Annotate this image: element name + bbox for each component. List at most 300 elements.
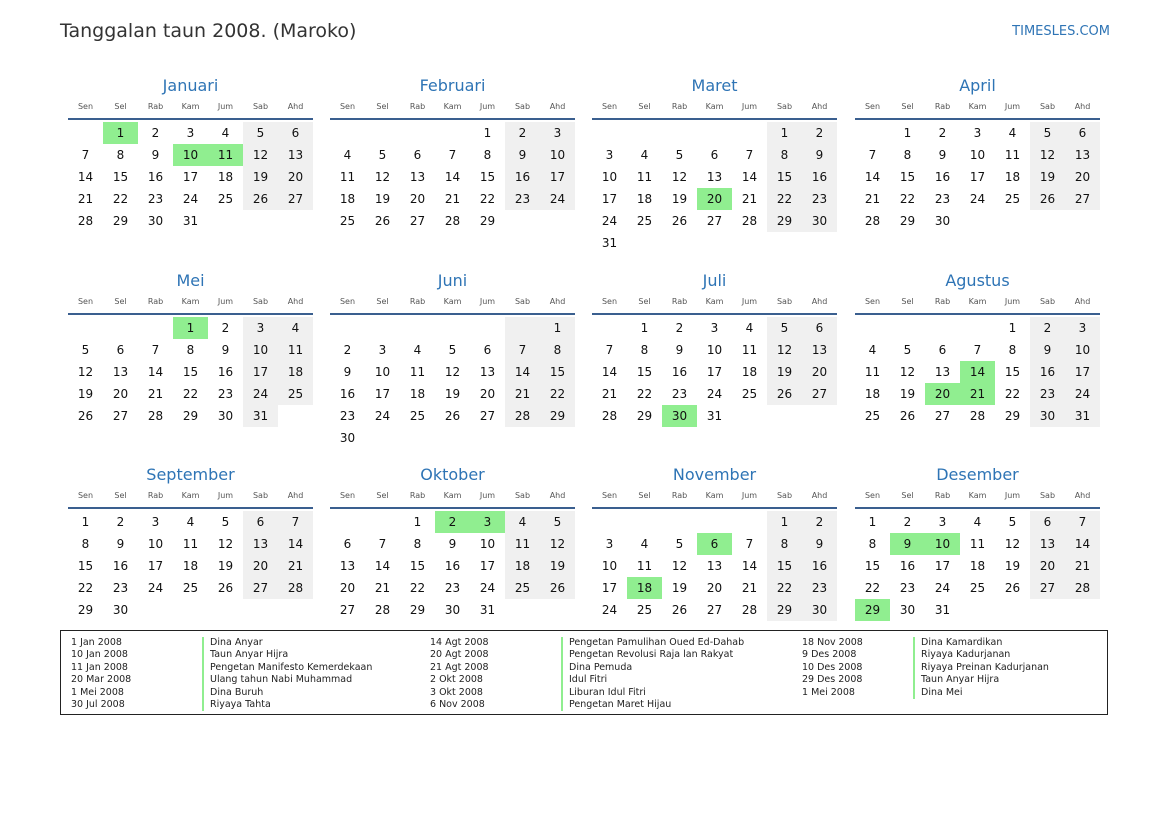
empty-cell — [662, 511, 697, 533]
day-cell: 6 — [278, 122, 313, 144]
day-cell: 17 — [147, 559, 164, 573]
empty-cell — [925, 317, 960, 339]
holiday-day-cell: 20 — [925, 383, 960, 405]
weekday-label: Sel — [901, 297, 914, 306]
weekday-label: Jum — [741, 102, 758, 111]
weekday-label: Sab — [514, 297, 531, 306]
day-cell: 20 — [278, 166, 313, 188]
day-cell: 11 — [864, 365, 881, 379]
day-cell: 9 — [505, 144, 540, 166]
day-cell: 8 — [767, 533, 802, 555]
holiday-name: Liburan Idul Fitri — [561, 687, 646, 699]
day-cell: 14 — [444, 170, 461, 184]
day-cell: 2 — [802, 122, 837, 144]
day-cell: 14 — [77, 170, 94, 184]
weekday-label: Sab — [252, 297, 269, 306]
day-cell: 12 — [1030, 144, 1065, 166]
day-cell: 3 — [605, 148, 614, 162]
day-cell: 23 — [934, 192, 951, 206]
holiday-date: 10 Des 2008 — [802, 661, 863, 673]
holiday-day-cell: 1 — [103, 122, 138, 144]
day-cell: 2 — [938, 126, 947, 140]
weekday-label: Ahd — [811, 297, 828, 306]
day-cell: 3 — [243, 317, 278, 339]
day-cell: 7 — [1065, 511, 1100, 533]
day-cell: 27 — [112, 409, 129, 423]
day-cell: 8 — [903, 148, 912, 162]
day-cell: 22 — [112, 192, 129, 206]
day-cell: 20 — [112, 387, 129, 401]
weekday-label: Jum — [217, 491, 234, 500]
month-name: Maret — [691, 76, 738, 95]
month-name: Desember — [936, 465, 1019, 484]
day-cell: 14 — [278, 533, 313, 555]
weekday-label: Rab — [147, 297, 164, 306]
day-cell: 12 — [1004, 537, 1021, 551]
weekday-label: Kam — [181, 491, 200, 500]
day-cell: 25 — [409, 409, 426, 423]
day-cell: 4 — [640, 537, 649, 551]
day-cell: 25 — [636, 603, 653, 617]
day-cell: 17 — [182, 170, 199, 184]
day-cell: 5 — [1008, 515, 1017, 529]
holiday-name: Riyaya Preinan Kadurjanan — [913, 662, 1049, 674]
day-cell: 13 — [1065, 144, 1100, 166]
day-cell: 27 — [339, 603, 356, 617]
holiday-date: 1 Jan 2008 — [71, 637, 122, 648]
day-cell: 9 — [938, 148, 947, 162]
holiday-date: 21 Agt 2008 — [430, 661, 489, 673]
day-cell: 20 — [243, 555, 278, 577]
day-cell: 30 — [934, 214, 951, 228]
day-cell: 24 — [243, 383, 278, 405]
holiday-name: Dina Kamardikan — [913, 637, 1002, 649]
day-cell: 26 — [899, 409, 916, 423]
month-januari — [68, 72, 313, 232]
day-cell: 2 — [116, 515, 125, 529]
empty-cell — [435, 317, 470, 339]
day-cell: 29 — [767, 599, 802, 621]
day-cell: 18 — [182, 559, 199, 573]
day-cell: 14 — [374, 559, 391, 573]
day-cell: 2 — [675, 321, 684, 335]
day-cell: 9 — [151, 148, 160, 162]
day-cell: 14 — [601, 365, 618, 379]
day-cell: 24 — [540, 188, 575, 210]
holiday-date: 10 Jan 2008 — [71, 649, 128, 661]
day-cell: 20 — [1065, 166, 1100, 188]
day-cell: 12 — [671, 170, 688, 184]
day-cell: 8 — [116, 148, 125, 162]
weekday-label: Sen — [601, 297, 618, 306]
month-maret — [592, 72, 837, 254]
day-cell: 3 — [540, 122, 575, 144]
holiday-day-cell: 11 — [208, 144, 243, 166]
holiday-date: 30 Jul 2008 — [71, 698, 125, 710]
day-cell: 2 — [151, 126, 160, 140]
day-cell: 18 — [864, 387, 881, 401]
month-name: Juni — [437, 271, 468, 290]
weekday-label: Rab — [934, 491, 951, 500]
weekday-label: Ahd — [549, 297, 566, 306]
month-name: Februari — [419, 76, 486, 95]
day-cell: 15 — [77, 559, 94, 573]
day-cell: 14 — [505, 361, 540, 383]
weekday-label: Kam — [443, 297, 462, 306]
day-cell: 12 — [671, 559, 688, 573]
day-grid — [68, 122, 313, 232]
empty-cell — [365, 511, 400, 533]
day-cell: 5 — [448, 343, 457, 357]
day-cell: 18 — [278, 361, 313, 383]
day-cell: 19 — [671, 192, 688, 206]
day-cell: 4 — [186, 515, 195, 529]
day-cell: 18 — [969, 559, 986, 573]
weekday-label: Sen — [601, 102, 618, 111]
day-cell: 25 — [505, 577, 540, 599]
day-cell: 26 — [243, 188, 278, 210]
day-grid — [330, 317, 575, 449]
day-cell: 1 — [483, 126, 492, 140]
day-cell: 27 — [706, 214, 723, 228]
page-title: Tanggalan taun 2008. (Maroko) — [60, 20, 357, 42]
day-cell: 24 — [374, 409, 391, 423]
day-cell: 15 — [409, 559, 426, 573]
day-cell: 27 — [802, 383, 837, 405]
day-cell: 24 — [601, 603, 618, 617]
weekday-header — [68, 100, 313, 120]
day-cell: 2 — [903, 515, 912, 529]
day-cell: 18 — [217, 170, 234, 184]
holiday-name: Ulang tahun Nabi Muhammad — [202, 674, 352, 686]
day-cell: 15 — [767, 555, 802, 577]
day-cell: 29 — [77, 603, 94, 617]
day-cell: 14 — [741, 559, 758, 573]
day-cell: 9 — [116, 537, 125, 551]
holiday-name: Pengetan Revolusi Raja lan Rakyat — [561, 649, 733, 661]
day-cell: 16 — [671, 365, 688, 379]
day-cell: 31 — [1065, 405, 1100, 427]
month-desember — [855, 461, 1100, 621]
day-cell: 29 — [112, 214, 129, 228]
day-cell: 4 — [640, 148, 649, 162]
day-cell: 1 — [413, 515, 422, 529]
day-cell: 23 — [339, 409, 356, 423]
day-cell: 21 — [864, 192, 881, 206]
day-cell: 17 — [479, 559, 496, 573]
day-cell: 5 — [221, 515, 230, 529]
month-april — [855, 72, 1100, 232]
day-cell: 22 — [767, 577, 802, 599]
day-cell: 18 — [1004, 170, 1021, 184]
weekday-label: Ahd — [1074, 297, 1091, 306]
weekday-label: Sab — [514, 491, 531, 500]
holiday-day-cell: 10 — [925, 533, 960, 555]
day-cell: 3 — [938, 515, 947, 529]
empty-cell — [68, 317, 103, 339]
day-cell: 17 — [601, 192, 618, 206]
holiday-day-cell: 9 — [890, 533, 925, 555]
day-cell: 21 — [147, 387, 164, 401]
day-cell: 1 — [640, 321, 649, 335]
weekday-label: Sel — [114, 297, 127, 306]
day-cell: 24 — [601, 214, 618, 228]
day-cell: 21 — [77, 192, 94, 206]
day-cell: 2 — [1030, 317, 1065, 339]
weekday-header — [855, 295, 1100, 315]
day-cell: 24 — [706, 387, 723, 401]
month-juni — [330, 267, 575, 449]
day-cell: 3 — [1065, 317, 1100, 339]
day-cell: 4 — [1008, 126, 1017, 140]
day-cell: 26 — [671, 214, 688, 228]
weekday-label: Kam — [705, 491, 724, 500]
holiday-date: 2 Okt 2008 — [430, 674, 483, 686]
day-cell: 10 — [601, 170, 618, 184]
month-name: April — [959, 76, 996, 95]
day-cell: 13 — [934, 365, 951, 379]
day-cell: 25 — [969, 581, 986, 595]
day-cell: 5 — [81, 343, 90, 357]
empty-cell — [697, 511, 732, 533]
weekday-label: Sen — [77, 297, 94, 306]
day-cell: 4 — [745, 321, 754, 335]
weekday-label: Sen — [339, 102, 356, 111]
month-name: Mei — [176, 271, 205, 290]
weekday-label: Sel — [901, 491, 914, 500]
day-cell: 2 — [505, 122, 540, 144]
day-cell: 6 — [1065, 122, 1100, 144]
day-cell: 31 — [706, 409, 723, 423]
day-cell: 29 — [409, 603, 426, 617]
day-cell: 11 — [636, 170, 653, 184]
weekday-label: Sel — [376, 491, 389, 500]
day-cell: 23 — [505, 188, 540, 210]
day-cell: 7 — [378, 537, 387, 551]
weekday-label: Kam — [443, 491, 462, 500]
day-cell: 15 — [112, 170, 129, 184]
day-cell: 19 — [374, 192, 391, 206]
day-cell: 4 — [973, 515, 982, 529]
day-cell: 27 — [1065, 188, 1100, 210]
holiday-day-cell: 20 — [697, 188, 732, 210]
empty-cell — [470, 317, 505, 339]
day-cell: 10 — [601, 559, 618, 573]
day-cell: 1 — [540, 317, 575, 339]
weekday-label: Sab — [776, 297, 793, 306]
day-cell: 7 — [745, 148, 754, 162]
day-cell: 1 — [767, 511, 802, 533]
day-cell: 27 — [243, 577, 278, 599]
day-cell: 5 — [378, 148, 387, 162]
day-cell: 24 — [1065, 383, 1100, 405]
day-cell: 7 — [605, 343, 614, 357]
weekday-label: Sab — [252, 491, 269, 500]
weekday-label: Rab — [409, 102, 426, 111]
day-grid — [855, 122, 1100, 232]
day-cell: 26 — [77, 409, 94, 423]
day-cell: 31 — [934, 603, 951, 617]
weekday-header — [68, 489, 313, 509]
day-cell: 24 — [479, 581, 496, 595]
weekday-label: Rab — [934, 102, 951, 111]
weekday-label: Rab — [147, 491, 164, 500]
weekday-header — [68, 295, 313, 315]
day-cell: 10 — [969, 148, 986, 162]
day-cell: 13 — [243, 533, 278, 555]
day-cell: 29 — [767, 210, 802, 232]
day-cell: 3 — [605, 537, 614, 551]
empty-cell — [855, 317, 890, 339]
day-cell: 21 — [444, 192, 461, 206]
day-cell: 6 — [802, 317, 837, 339]
day-cell: 26 — [540, 577, 575, 599]
empty-cell — [592, 511, 627, 533]
day-cell: 1 — [1008, 321, 1017, 335]
day-cell: 22 — [409, 581, 426, 595]
empty-cell — [592, 122, 627, 144]
day-cell: 22 — [767, 188, 802, 210]
day-cell: 9 — [221, 343, 230, 357]
day-cell: 12 — [899, 365, 916, 379]
empty-cell — [400, 317, 435, 339]
holiday-name: Pengetan Maret Hijau — [561, 699, 671, 711]
holiday-date: 9 Des 2008 — [802, 649, 857, 661]
day-cell: 16 — [147, 170, 164, 184]
site-link[interactable]: TIMESLES.COM — [1012, 24, 1110, 39]
weekday-label: Jum — [217, 102, 234, 111]
day-cell: 29 — [479, 214, 496, 228]
holiday-date: 1 Mei 2008 — [71, 686, 124, 698]
weekday-label: Sab — [776, 491, 793, 500]
month-name: September — [146, 465, 235, 484]
weekday-label: Rab — [409, 491, 426, 500]
day-cell: 19 — [217, 559, 234, 573]
day-cell: 12 — [77, 365, 94, 379]
day-cell: 26 — [767, 383, 802, 405]
day-cell: 31 — [601, 236, 618, 250]
day-cell: 20 — [706, 581, 723, 595]
month-juli — [592, 267, 837, 427]
day-cell: 15 — [182, 365, 199, 379]
holiday-name: Dina Anyar — [202, 637, 263, 649]
day-cell: 25 — [278, 383, 313, 405]
weekday-label: Sel — [376, 297, 389, 306]
weekday-label: Kam — [968, 491, 987, 500]
weekday-label: Sen — [77, 491, 94, 500]
day-cell: 6 — [1030, 511, 1065, 533]
day-cell: 6 — [116, 343, 125, 357]
weekday-label: Jum — [479, 102, 496, 111]
day-cell: 23 — [899, 581, 916, 595]
weekday-label: Sen — [339, 297, 356, 306]
day-cell: 9 — [448, 537, 457, 551]
holiday-date: 20 Agt 2008 — [430, 649, 489, 661]
day-cell: 21 — [505, 383, 540, 405]
weekday-label: Ahd — [811, 102, 828, 111]
day-cell: 17 — [1065, 361, 1100, 383]
day-cell: 22 — [182, 387, 199, 401]
month-september — [68, 461, 313, 621]
day-cell: 8 — [868, 537, 877, 551]
empty-cell — [365, 122, 400, 144]
day-cell: 30 — [444, 603, 461, 617]
empty-cell — [68, 122, 103, 144]
weekday-label: Sab — [1039, 102, 1056, 111]
day-cell: 11 — [1004, 148, 1021, 162]
holiday-day-cell: 18 — [627, 577, 662, 599]
day-cell: 11 — [636, 559, 653, 573]
day-cell: 30 — [147, 214, 164, 228]
day-cell: 7 — [448, 148, 457, 162]
day-cell: 1 — [81, 515, 90, 529]
weekday-label: Sab — [1039, 297, 1056, 306]
day-cell: 15 — [540, 361, 575, 383]
weekday-label: Rab — [671, 491, 688, 500]
weekday-label: Rab — [671, 102, 688, 111]
day-cell: 29 — [182, 409, 199, 423]
month-februari — [330, 72, 575, 232]
month-november — [592, 461, 837, 621]
day-cell: 13 — [706, 559, 723, 573]
weekday-label: Sel — [638, 297, 651, 306]
day-cell: 31 — [243, 405, 278, 427]
day-cell: 6 — [343, 537, 352, 551]
day-cell: 13 — [479, 365, 496, 379]
day-cell: 13 — [112, 365, 129, 379]
holiday-date: 14 Agt 2008 — [430, 637, 489, 648]
day-cell: 25 — [741, 387, 758, 401]
day-cell: 17 — [706, 365, 723, 379]
holiday-day-cell: 10 — [173, 144, 208, 166]
day-cell: 17 — [601, 581, 618, 595]
weekday-label: Rab — [409, 297, 426, 306]
weekday-header — [855, 489, 1100, 509]
day-cell: 12 — [444, 365, 461, 379]
day-cell: 23 — [1030, 383, 1065, 405]
weekday-header — [592, 100, 837, 120]
day-cell: 28 — [444, 214, 461, 228]
day-cell: 28 — [1065, 577, 1100, 599]
day-cell: 23 — [217, 387, 234, 401]
day-cell: 5 — [903, 343, 912, 357]
day-cell: 29 — [636, 409, 653, 423]
day-cell: 28 — [864, 214, 881, 228]
day-cell: 27 — [479, 409, 496, 423]
holiday-day-cell: 29 — [855, 599, 890, 621]
day-cell: 27 — [409, 214, 426, 228]
day-cell: 12 — [217, 537, 234, 551]
day-cell: 21 — [741, 192, 758, 206]
day-cell: 20 — [802, 361, 837, 383]
empty-cell — [627, 122, 662, 144]
day-cell: 8 — [81, 537, 90, 551]
day-cell: 22 — [1004, 387, 1021, 401]
day-cell: 28 — [505, 405, 540, 427]
day-cell: 6 — [710, 148, 719, 162]
day-cell: 13 — [339, 559, 356, 573]
day-cell: 4 — [343, 148, 352, 162]
day-grid — [330, 122, 575, 232]
day-cell: 26 — [374, 214, 391, 228]
weekday-label: Kam — [705, 102, 724, 111]
holiday-date: 1 Mei 2008 — [802, 686, 855, 698]
holiday-name: Taun Anyar Hijra — [202, 649, 288, 661]
day-cell: 16 — [802, 555, 837, 577]
day-cell: 4 — [278, 317, 313, 339]
day-cell: 8 — [540, 339, 575, 361]
month-agustus — [855, 267, 1100, 427]
